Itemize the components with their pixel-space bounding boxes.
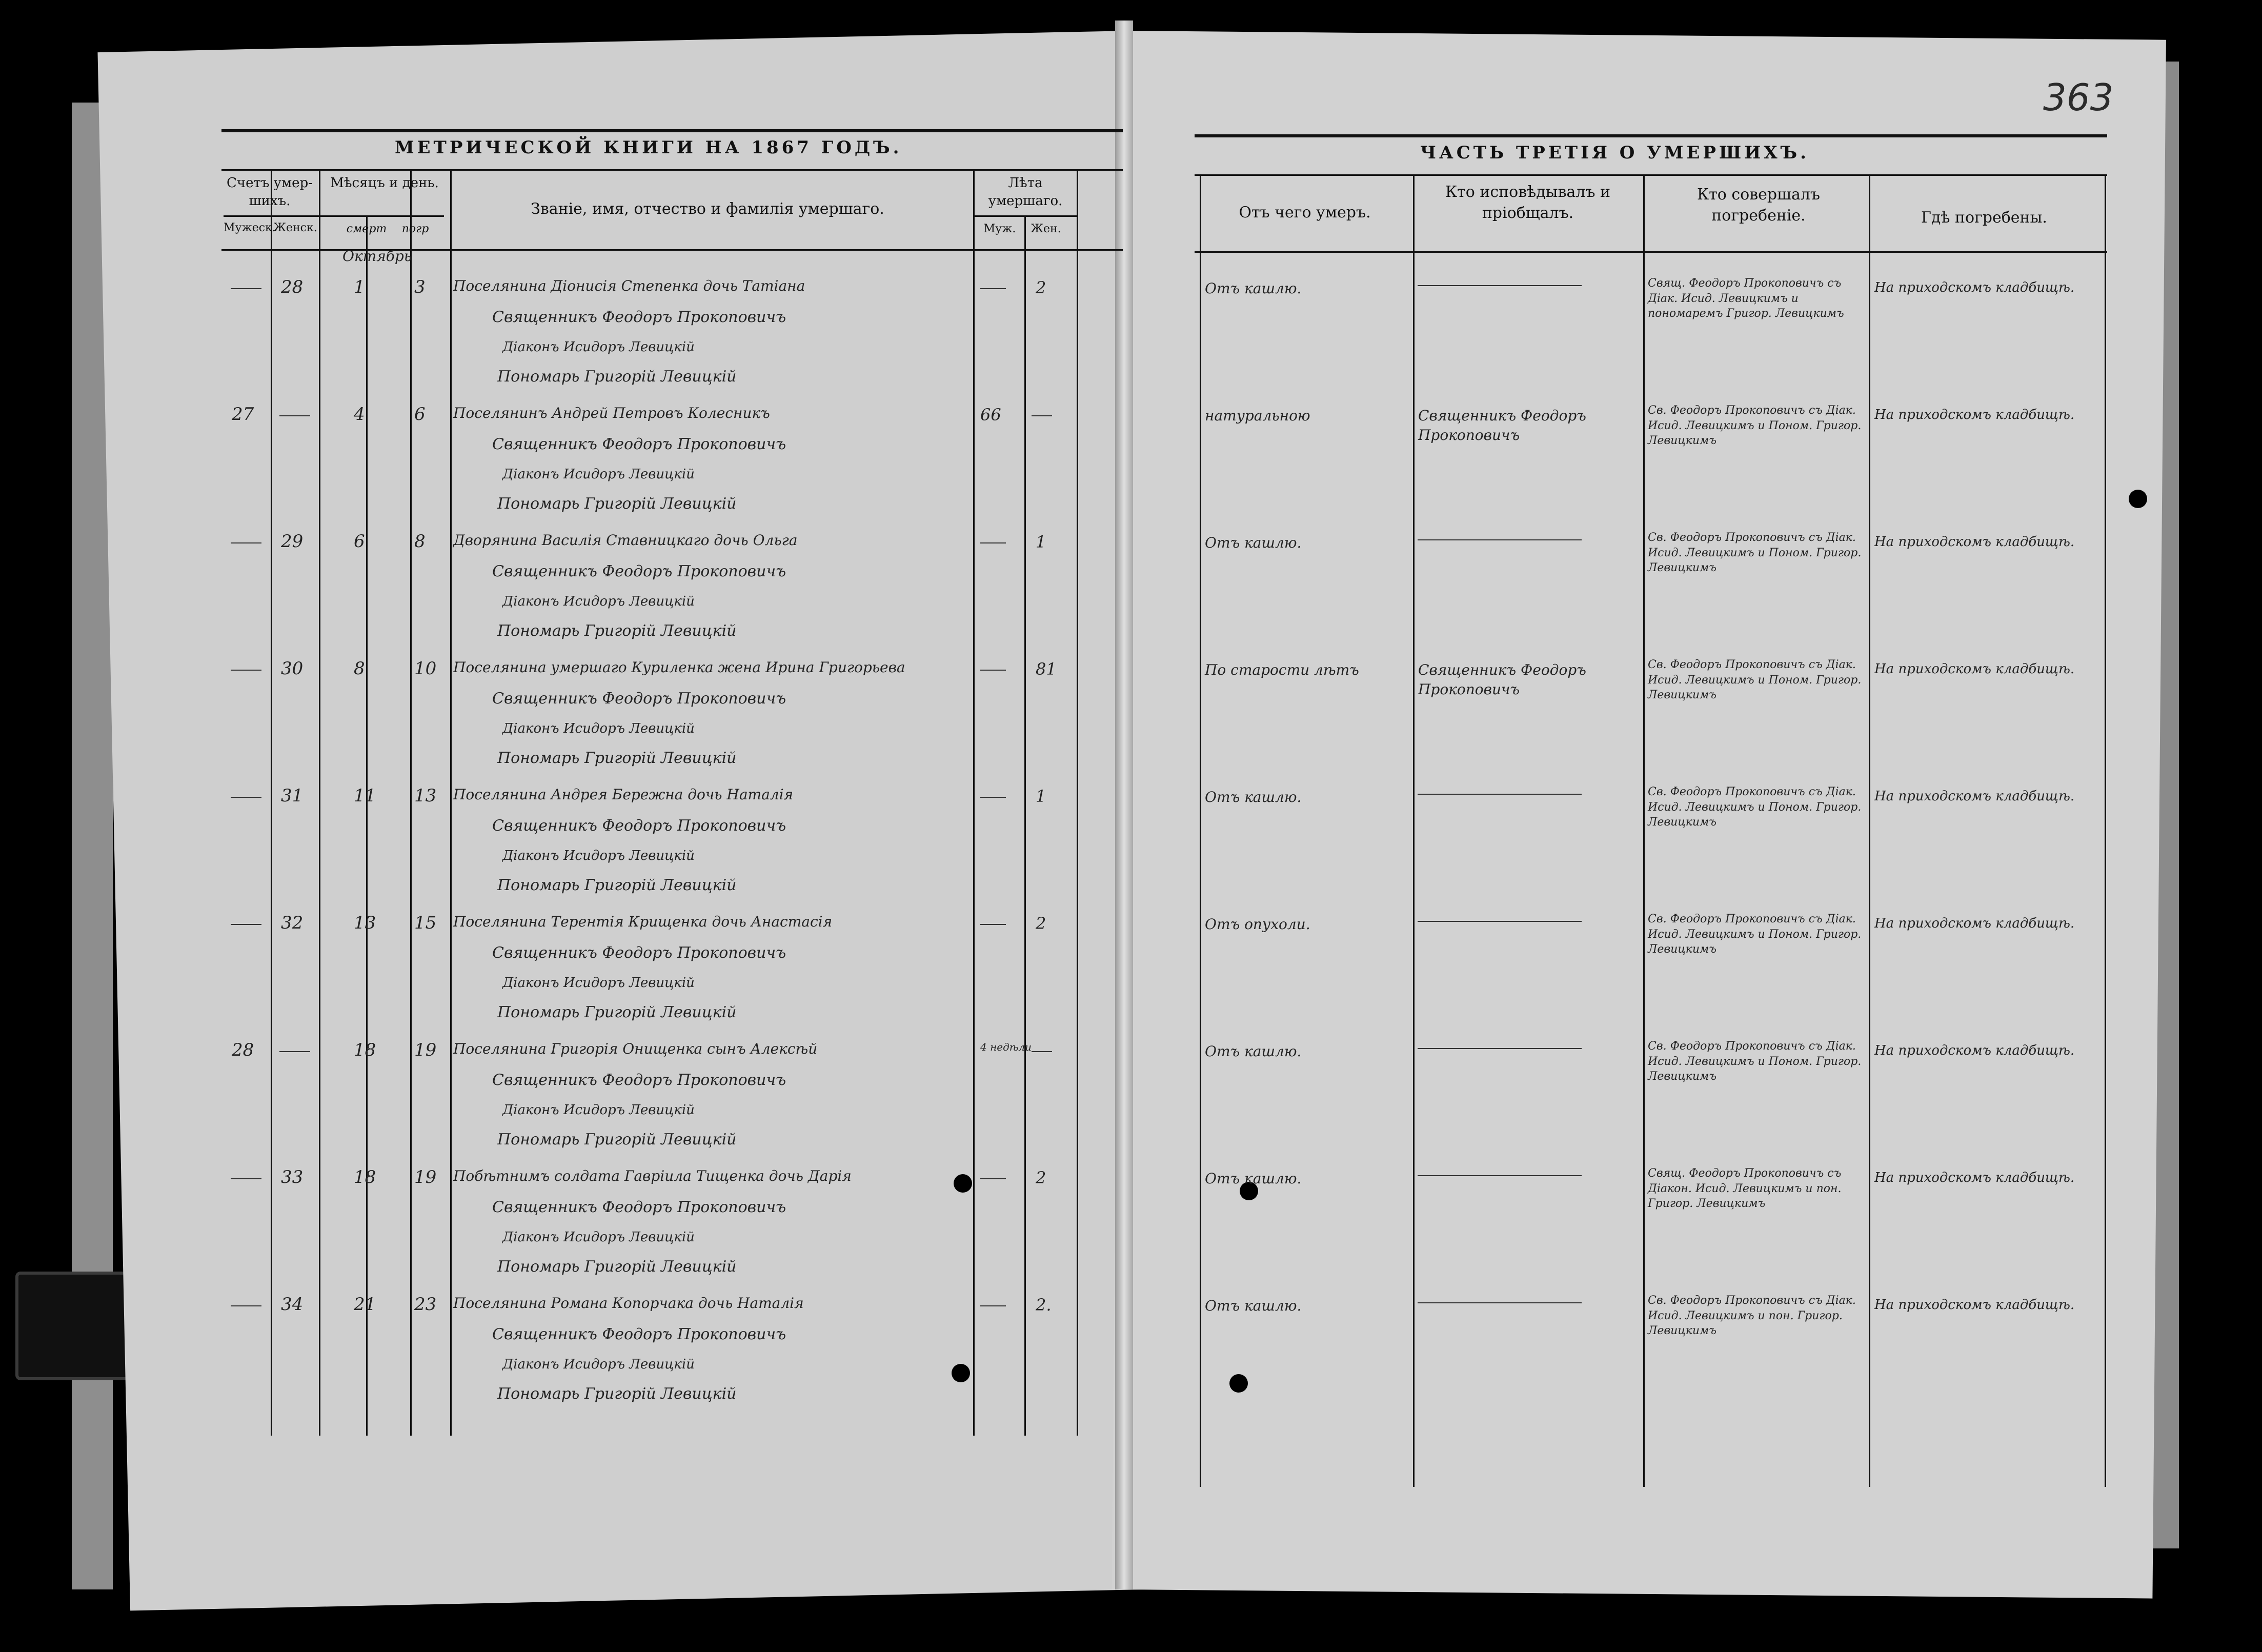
left-vrule-8 bbox=[1077, 169, 1078, 1436]
priest-line: Священникъ Феодоръ Прокоповичъ bbox=[492, 1198, 786, 1216]
burial-by-column-header: Кто совершалъ погребеніе. bbox=[1696, 186, 1821, 225]
death-day: 11 bbox=[354, 785, 376, 806]
blank-dash bbox=[231, 1305, 261, 1306]
priest-line: Священникъ Феодоръ Прокоповичъ bbox=[492, 690, 786, 708]
count-female: 32 bbox=[281, 913, 304, 933]
blank-dash bbox=[279, 1051, 310, 1052]
blank-dash bbox=[1418, 285, 1582, 286]
priest-line: Священникъ Феодоръ Прокоповичъ bbox=[492, 435, 786, 453]
month-death-header: смерт bbox=[346, 223, 387, 235]
cause-of-death: Отъ кашлю. bbox=[1205, 534, 1302, 551]
burial-performer: Св. Феодоръ Прокоповичъ съ Діак. Исид. Левицкимъ и Поном. Григор. Левицкимъ bbox=[1648, 404, 1862, 448]
burial-performer: Св. Феодоръ Прокоповичъ съ Діак. Исид. Левицкимъ и пон. Григор. Левицкимъ bbox=[1648, 1294, 1856, 1338]
burial-day: 13 bbox=[414, 785, 437, 806]
death-day: 13 bbox=[354, 913, 376, 933]
deceased-name: Поселянина Терентія Крищенка дочь Анастасія bbox=[453, 913, 833, 930]
right-page bbox=[1112, 31, 2166, 1599]
burial-day: 15 bbox=[414, 913, 437, 933]
blank-dash bbox=[1032, 415, 1052, 416]
count-female: 33 bbox=[281, 1167, 304, 1187]
death-day: 21 bbox=[354, 1294, 376, 1315]
right-vrule-2 bbox=[1413, 174, 1415, 1487]
priest-line: Священникъ Феодоръ Прокоповичъ bbox=[492, 1325, 786, 1343]
cause-of-death: Отъ кашлю. bbox=[1205, 789, 1302, 805]
burial-day: 10 bbox=[414, 658, 437, 679]
sexton-line: Пономарь Григорій Левицкій bbox=[497, 622, 737, 640]
age-female: 2 bbox=[1036, 1168, 1046, 1187]
sexton-line: Пономарь Григорій Левицкій bbox=[497, 1131, 737, 1149]
priest-line: Священникъ Феодоръ Прокоповичъ bbox=[492, 944, 786, 962]
left-top-rule bbox=[221, 129, 1123, 132]
blank-dash bbox=[231, 924, 261, 925]
deacon-line: Діаконъ Исидоръ Левицкій bbox=[502, 594, 695, 609]
deacon-line: Діаконъ Исидоръ Левицкій bbox=[502, 339, 695, 355]
burial-performer: Св. Феодоръ Прокоповичъ съ Діак. Исид. Левицкимъ и Поном. Григор. Левицкимъ bbox=[1648, 531, 1862, 575]
deceased-name: Поселянина умершаго Куриленка жена Ирина Григорьева bbox=[453, 659, 905, 676]
right-vrule-3 bbox=[1643, 174, 1645, 1487]
blank-dash bbox=[980, 288, 1006, 289]
count-female: 29 bbox=[281, 531, 304, 552]
cause-of-death: Отъ кашлю. bbox=[1205, 1297, 1302, 1314]
right-vrule-5 bbox=[2105, 174, 2106, 1487]
right-top-rule bbox=[1195, 134, 2107, 137]
blank-dash bbox=[980, 1178, 1006, 1179]
blank-dash bbox=[980, 797, 1006, 798]
age-female: 2 bbox=[1036, 914, 1046, 933]
death-day: 6 bbox=[354, 531, 365, 552]
sexton-line: Пономарь Григорій Левицкій bbox=[497, 876, 737, 894]
age-female: 1 bbox=[1036, 787, 1046, 806]
priest-line: Священникъ Феодоръ Прокоповичъ bbox=[492, 562, 786, 580]
burial-place: На приходскомъ кладбищѣ. bbox=[1874, 534, 2075, 550]
blank-dash bbox=[1418, 921, 1582, 922]
burial-day: 19 bbox=[414, 1040, 437, 1060]
burial-day: 8 bbox=[414, 531, 426, 552]
sexton-line: Пономарь Григорій Левицкій bbox=[497, 749, 737, 767]
blank-dash bbox=[1418, 1048, 1582, 1049]
blank-dash bbox=[980, 542, 1006, 543]
burial-place: На приходскомъ кладбищѣ. bbox=[1874, 1043, 2075, 1058]
blank-dash bbox=[231, 1178, 261, 1179]
burial-place: На приходскомъ кладбищѣ. bbox=[1874, 1170, 2075, 1185]
confessor-column-header: Кто исповѣдывалъ и пріобщалъ. bbox=[1445, 183, 1611, 222]
burial-day: 23 bbox=[414, 1294, 437, 1315]
cause-of-death: Отъ кашлю. bbox=[1205, 1043, 1302, 1060]
death-day: 8 bbox=[354, 658, 365, 679]
count-female: 30 bbox=[281, 658, 304, 679]
deceased-name: Поселянинъ Андрей Петровъ Колесникъ bbox=[453, 405, 770, 421]
left-vrule-6 bbox=[973, 169, 975, 1436]
burial-performer: Св. Феодоръ Прокоповичъ съ Діак. Исид. Левицкимъ и Поном. Григор. Левицкимъ bbox=[1648, 913, 1862, 956]
burial-day: 19 bbox=[414, 1167, 437, 1187]
sexton-line: Пономарь Григорій Левицкій bbox=[497, 495, 737, 513]
count-male: 28 bbox=[232, 1040, 254, 1060]
punch-hole bbox=[954, 1174, 972, 1193]
burial-performer: Св. Феодоръ Прокоповичъ съ Діак. Исид. Левицкимъ и Поном. Григор. Левицкимъ bbox=[1648, 785, 1862, 829]
burial-performer: Свящ. Феодоръ Прокоповичъ съ Діакон. Исид. Левицкимъ и пон. Григор. Левицкимъ bbox=[1648, 1167, 1842, 1211]
blank-dash bbox=[980, 924, 1006, 925]
age-male: 4 недѣли bbox=[980, 1041, 1032, 1053]
deacon-line: Діаконъ Исидоръ Левицкій bbox=[502, 848, 695, 863]
left-vrule-1 bbox=[271, 169, 272, 1436]
burial-day: 3 bbox=[414, 277, 426, 297]
left-vrule-5 bbox=[450, 169, 452, 1436]
blank-dash bbox=[1418, 1302, 1582, 1303]
folio-number: 363 bbox=[2043, 76, 2114, 119]
deacon-line: Діаконъ Исидоръ Левицкій bbox=[502, 1102, 695, 1118]
burial-place: На приходскомъ кладбищѣ. bbox=[1874, 280, 2075, 295]
burial-place: На приходскомъ кладбищѣ. bbox=[1874, 916, 2075, 931]
sexton-line: Пономарь Григорій Левицкій bbox=[497, 1385, 737, 1403]
count-female-header: Женск. bbox=[273, 221, 317, 234]
sexton-line: Пономарь Григорій Левицкій bbox=[497, 1003, 737, 1021]
right-page-header: ЧАСТЬ ТРЕТІЯ О УМЕРШИХЪ. bbox=[1420, 143, 1809, 163]
punch-hole bbox=[1229, 1374, 1248, 1393]
count-male: 27 bbox=[232, 404, 254, 425]
deceased-name: Дворянина Василія Ставницкаго дочь Ольга bbox=[453, 532, 798, 549]
name-column-header: Званіе, имя, отчество и фамилія умершаго. bbox=[531, 200, 884, 218]
confessor: Священникъ Феодоръ Прокоповичъ bbox=[1418, 407, 1586, 444]
left-header-rule bbox=[221, 169, 1123, 171]
death-day: 18 bbox=[354, 1040, 376, 1060]
blank-dash bbox=[1418, 794, 1582, 795]
count-female: 31 bbox=[281, 785, 304, 806]
deacon-line: Діаконъ Исидоръ Левицкій bbox=[502, 721, 695, 736]
count-female: 34 bbox=[281, 1294, 304, 1315]
blank-dash bbox=[1418, 539, 1582, 540]
deceased-name: Поселянина Діонисія Степенка дочь Татіана bbox=[453, 277, 805, 294]
punch-hole bbox=[2129, 490, 2147, 508]
book-spine bbox=[1115, 21, 1133, 1589]
blank-dash bbox=[231, 542, 261, 543]
deacon-line: Діаконъ Исидоръ Левицкій bbox=[502, 1230, 695, 1245]
right-vrule-1 bbox=[1200, 174, 1201, 1487]
confessor: Священникъ Феодоръ Прокоповичъ bbox=[1418, 661, 1586, 698]
month-burial-header: погр bbox=[401, 223, 429, 235]
count-group-header: Счетъ умер- шихъ. bbox=[227, 175, 313, 209]
deacon-line: Діаконъ Исидоръ Левицкій bbox=[502, 467, 695, 482]
left-vrule-7 bbox=[1024, 215, 1026, 1436]
burial-performer: Св. Феодоръ Прокоповичъ съ Діак. Исид. Левицкимъ и Поном. Григор. Левицкимъ bbox=[1648, 1040, 1862, 1083]
priest-line: Священникъ Феодоръ Прокоповичъ bbox=[492, 817, 786, 835]
month-label: Октябрь bbox=[342, 248, 412, 265]
cause-of-death: По старости лѣтъ bbox=[1205, 661, 1359, 678]
left-vrule-4 bbox=[410, 169, 412, 1436]
deceased-name: Поселянина Андрея Бережна дочь Наталія bbox=[453, 786, 794, 803]
burial-place: На приходскомъ кладбищѣ. bbox=[1874, 1297, 2075, 1313]
death-day: 1 bbox=[354, 277, 365, 297]
punch-hole bbox=[952, 1364, 970, 1382]
blank-dash bbox=[231, 797, 261, 798]
left-vrule-3 bbox=[366, 215, 368, 1436]
burial-place: На приходскомъ кладбищѣ. bbox=[1874, 661, 2075, 677]
age-female: 81 bbox=[1036, 659, 1057, 679]
blank-dash bbox=[1418, 1175, 1582, 1176]
left-page-header: МЕТРИЧЕСКОЙ КНИГИ НА 1867 ГОДЪ. bbox=[395, 137, 902, 158]
blank-dash bbox=[1032, 1051, 1052, 1052]
deceased-name: Поселянина Григорія Онищенка сынъ Алексѣй bbox=[453, 1040, 818, 1057]
priest-line: Священникъ Феодоръ Прокоповичъ bbox=[492, 1071, 786, 1089]
blank-dash bbox=[279, 415, 310, 416]
age-female: 2 bbox=[1036, 278, 1046, 297]
month-group-header: Мѣсяцъ и день. bbox=[330, 175, 439, 191]
deceased-name: Побѣтнимъ солдата Гавріила Тищенка дочь Дарія bbox=[453, 1167, 852, 1184]
death-day: 4 bbox=[354, 404, 365, 425]
age-female-header: Жен. bbox=[1031, 223, 1061, 235]
cause-column-header: Отъ чего умеръ. bbox=[1239, 204, 1371, 221]
burial-performer: Св. Феодоръ Прокоповичъ съ Діак. Исид. Левицкимъ и Поном. Григор. Левицкимъ bbox=[1648, 658, 1862, 702]
right-vrule-4 bbox=[1869, 174, 1870, 1487]
cause-of-death: Отъ опухоли. bbox=[1205, 916, 1310, 933]
blank-dash bbox=[231, 670, 261, 671]
sexton-line: Пономарь Григорій Левицкій bbox=[497, 1258, 737, 1276]
count-female: 28 bbox=[281, 277, 304, 297]
blank-dash bbox=[980, 670, 1006, 671]
right-header-bottom-rule bbox=[1195, 251, 2107, 253]
age-male-header: Муж. bbox=[983, 223, 1016, 235]
right-header-rule bbox=[1195, 174, 2107, 176]
blank-dash bbox=[980, 1305, 1006, 1306]
burial-day: 6 bbox=[414, 404, 426, 425]
age-group-header: Лѣта умершаго. bbox=[988, 175, 1063, 209]
sexton-line: Пономарь Григорій Левицкій bbox=[497, 368, 737, 386]
age-female: 2. bbox=[1036, 1295, 1052, 1315]
burial-place-column-header: Гдѣ погребены. bbox=[1921, 209, 2047, 227]
burial-performer: Свящ. Феодоръ Прокоповичъ съ Діак. Исид. Левицкимъ и пономаремъ Григор. Левицкимъ bbox=[1648, 277, 1844, 320]
burial-place: На приходскомъ кладбищѣ. bbox=[1874, 789, 2075, 804]
age-male: 66 bbox=[980, 405, 1001, 425]
blank-dash bbox=[231, 288, 261, 289]
deceased-name: Поселянина Романа Копорчака дочь Наталія bbox=[453, 1295, 804, 1312]
deacon-line: Діаконъ Исидоръ Левицкій bbox=[502, 1357, 695, 1372]
cause-of-death: натуральною bbox=[1205, 407, 1310, 424]
death-day: 18 bbox=[354, 1167, 376, 1187]
count-male-header: Мужеск. bbox=[224, 221, 276, 234]
left-vrule-2 bbox=[319, 169, 320, 1436]
cause-of-death: Отъ кашлю. bbox=[1205, 280, 1302, 297]
burial-place: На приходскомъ кладбищѣ. bbox=[1874, 407, 2075, 422]
cause-of-death: Отъ кашлю. bbox=[1205, 1170, 1302, 1187]
deacon-line: Діаконъ Исидоръ Левицкій bbox=[502, 975, 695, 991]
age-female: 1 bbox=[1036, 532, 1046, 552]
priest-line: Священникъ Феодоръ Прокоповичъ bbox=[492, 308, 786, 326]
